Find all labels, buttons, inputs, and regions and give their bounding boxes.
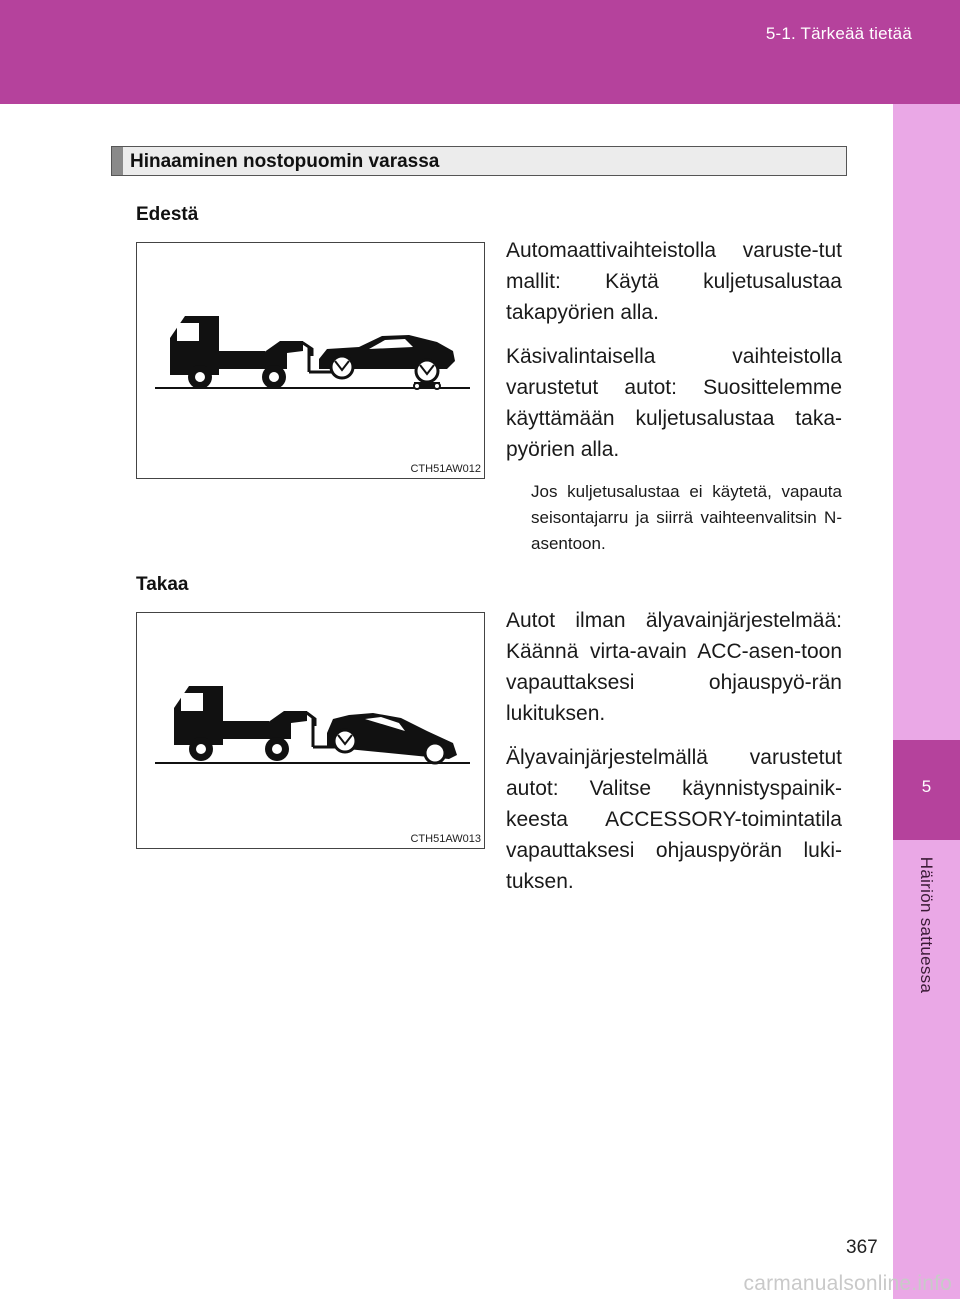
section-heading-box [111, 146, 847, 176]
rear-paragraph-no-smart-key: Autot ilman älyavainjärjestelmää: Käännä virta-avain ACC-asen-toon vapauttaksesi ohjauspyö-rän lukituksen. [506, 609, 842, 725]
rear-paragraph-smart-key: Älyavainjärjestelmällä varustetut autot: Valitse käynnistyspainik-keesta ACCESSORY-toimintatila vapauttaksesi ohjauspyörän luki-tuksen. [506, 746, 842, 893]
rear-heading: Takaa [136, 574, 189, 595]
front-paragraph-automatic: Automaattivaihteistolla varuste-tut mallit: Käytä kuljetusalustaa takapyörien alla. [506, 239, 842, 324]
front-figure-code: CTH51AW012 [410, 463, 481, 475]
section-heading-accent [112, 147, 123, 175]
rear-tow-illustration [137, 613, 486, 850]
section-title: Hinaaminen nostopuomin varassa [130, 151, 440, 172]
front-note: Jos kuljetusalustaa ei käytetä, vapauta seisontajarru ja siirrä vaihteenvalitsin N-asentoon. [531, 482, 842, 553]
side-tab-title: Häiriön sattuessa [917, 856, 936, 994]
page-number: 367 [846, 1237, 878, 1258]
top-banner [0, 0, 960, 104]
front-tow-illustration [137, 243, 486, 480]
side-tab-number: 5 [921, 777, 932, 796]
rear-tow-figure [136, 612, 485, 849]
front-heading: Edestä [136, 204, 199, 225]
watermark: carmanualsonline.info [743, 1272, 952, 1295]
side-tab-background [893, 104, 960, 1299]
chapter-header: 5-1. Tärkeää tietää [765, 24, 912, 43]
front-tow-figure [136, 242, 485, 479]
rear-figure-code: CTH51AW013 [410, 833, 481, 845]
front-paragraph-manual: Käsivalintaisella vaihteistolla varustetut autot: Suosittelemme käyttämään kuljetusalustaa taka-pyörien alla. [506, 345, 842, 461]
